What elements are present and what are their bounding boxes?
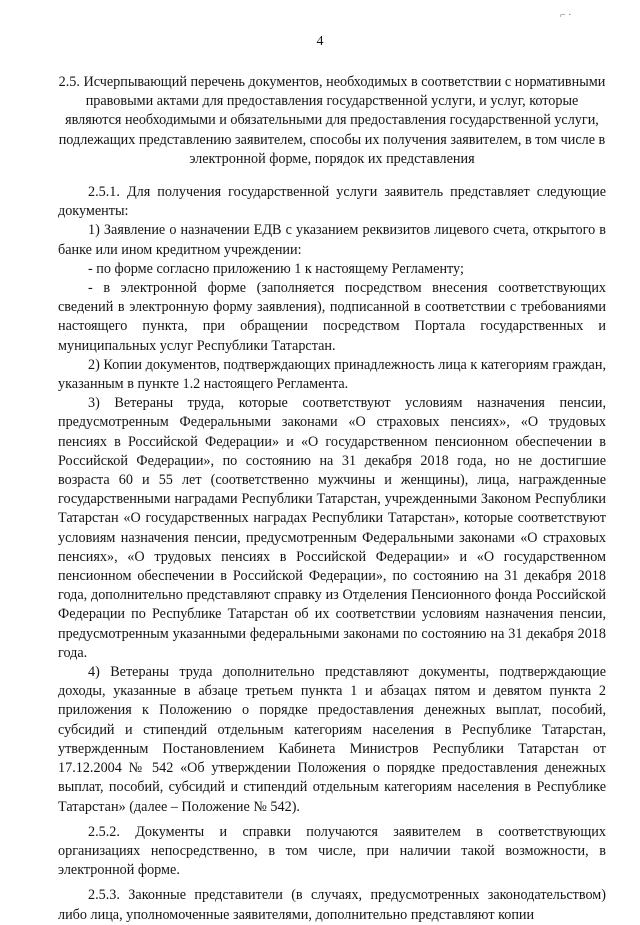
paragraph-2-5-1: 2.5.1. Для получения государственной услуги заявитель представляет следующие документы: [58, 184, 606, 220]
page-number: 4 [316, 34, 324, 49]
paragraph-2-5-2: 2.5.2. Документы и справки получаются заявителем в соответствующих организациях непосредственно, в том числе, при наличии такой возможности, в электронной форме. [58, 823, 606, 879]
paragraph-item-1: 1) Заявление о назначении ЕДВ с указанием реквизитов лицевого счета, открытого в банке или ином кредитном учреждении: [58, 222, 606, 258]
document-body [58, 183, 606, 925]
paragraph-item-3: 3) Ветераны труда, которые соответствуют условиям назначения пенсии, предусмотренным Федеральными законами «О страховых пенсиях», «О трудовых пенсиях в Российской Федерации» и «О государственном пенсионном обеспечении в Российской Федерации», по состоянию на 31 декабря 2018 года, но не достигшие возраста 60 и 55 лет (соответственно мужчины и женщины), лица, награжденные государственными наградами Республики Татарстан, учрежденными Законом Республики Татарстан «О государственных наградах Республики Татарстан», которые соответствуют условиям назначения пенсии, предусмотренным Федеральными законами «О страховых пенсиях», «О трудовых пенсиях в Российской Федерации» и «О государственном пенсионном обеспечении в Российской Федерации», по состоянию на 31 декабря 2018 года, дополнительно представляют справку из Отделения Пенсионного фонда Российской Федерации по Республике Татарстан об их соответствии условиям назначения пенсии, предусмотренным указанными федеральными законами по состоянию на 31 декабря 2018 года. [58, 395, 606, 661]
section-heading: 2.5. Исчерпывающий перечень документов, необходимых в соответствии с нормативными правовыми актами для предоставления государственной услуги, и услуг, которые являются необходимыми и обязательными для предоставления государственной услуги, подлежащих представлению заявителем, способы их получения заявителем, в том числе в электронной форме, порядок их представления [58, 74, 606, 167]
paragraph-item-4: 4) Ветераны труда дополнительно представляют документы, подтверждающие доходы, указанные в абзаце третьем пункта 1 и абзацах пятом и девятом пункта 2 приложения к Положению о порядке предоставления денежных выплат, пособий, субсидий и стипендий отдельным категориям населения в Республике Татарстан, утвержденным Постановлением Кабинета Министров Республики Татарстан от 17.12.2004 № 542 «Об утверждении Положения о порядке предоставления денежных выплат, пособий, субсидий и стипендий отдельным категориям населения в Республике Татарстан» (далее – Положение № 542). [58, 664, 606, 815]
paragraph-item-1-paper: - по форме согласно приложению 1 к настоящему Регламенту; [88, 260, 464, 277]
paragraph-item-1-electronic: - в электронной форме (заполняется посредством внесения соответствующих сведений в электронную форму заявления), подписанной в соответствии с требованиями настоящего пункта, при обращении посредством Портала государственных и муниципальных услуг Республики Татарстан. [58, 280, 606, 354]
scan-mark: ⌐ · [560, 10, 572, 21]
paragraph-2-5-3: 2.5.3. Законные представители (в случаях, предусмотренных законодательством) либо лица, уполномоченные заявителями, дополнительно представляют копии [58, 887, 606, 923]
paragraph-item-2: 2) Копии документов, подтверждающих принадлежность лица к категориям граждан, указанным в пункте 1.2 настоящего Регламента. [58, 356, 606, 393]
